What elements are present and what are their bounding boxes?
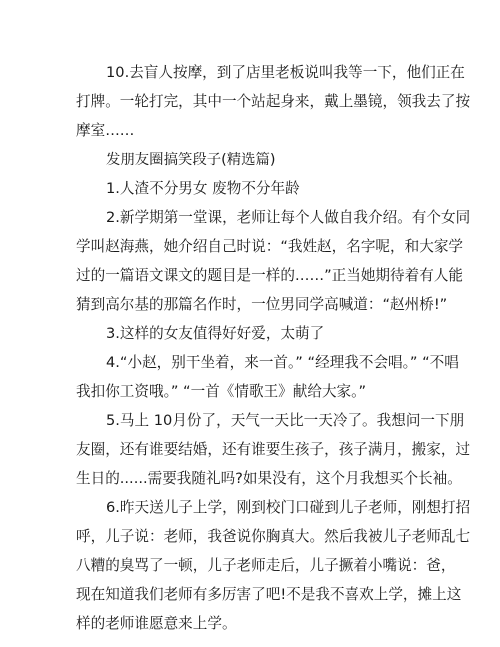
- text-line: 猜到高尔基的那篇名作时，一位男同学高喊道：“赵州桥!”: [76, 296, 448, 313]
- text-line: 10.去盲人按摩，到了店里老板说叫我等一下，他们正在: [106, 64, 465, 81]
- text-line: 样的老师谁愿意来上学。: [76, 615, 237, 632]
- text-line: 4.“小赵，别干坐着，来一首。” “经理我不会唱。” “不唱: [106, 354, 459, 371]
- text-line: 我扣你工资哦。” “一首《情歌王》献给大家。”: [76, 383, 367, 400]
- text-line: 生日的......需要我随礼吗?如果没有，这个月我想买个长袖。: [76, 470, 462, 487]
- text-line: 5.马上 10月份了，天气一天比一天冷了。我想问一下朋: [106, 412, 465, 429]
- text-line: 1.人渣不分男女 废物不分年龄: [106, 180, 300, 197]
- text-line: 打牌。一轮打完，其中一个站起身来，戴上墨镜，领我去了按: [76, 93, 471, 110]
- text-line: 学叫赵海燕，她介绍自己时说：“我姓赵，名字呢，和大家学: [76, 238, 464, 255]
- section-title: 发朋友圈搞笑段子(精选篇): [106, 152, 276, 168]
- text-line: 3.这样的女友值得好好爱，太萌了: [106, 325, 325, 342]
- text-line: 友圈，还有谁要结婚，还有谁要生孩子，孩子满月，搬家，过: [76, 441, 471, 458]
- text-line: 2.新学期第一堂课，老师让每个人做自我介绍。有个女同: [106, 209, 471, 226]
- text-line: 呼，儿子说：老师，我爸说你胸真大。然后我被儿子老师乱七: [76, 528, 471, 545]
- text-line: 摩室……: [76, 122, 135, 139]
- text-line: 过的一篇语文课文的题目是一样的……”正当她期待着有人能: [76, 267, 464, 284]
- text-line: 八糟的臭骂了一顿，儿子老师走后，儿子撅着小嘴说：爸，: [76, 557, 456, 574]
- text-line: 6.昨天送儿子上学，刚到校门口碰到儿子老师，刚想打招: [106, 499, 471, 516]
- text-line: 现在知道我们老师有多厉害了吧!不是我不喜欢上学，摊上这: [76, 586, 462, 603]
